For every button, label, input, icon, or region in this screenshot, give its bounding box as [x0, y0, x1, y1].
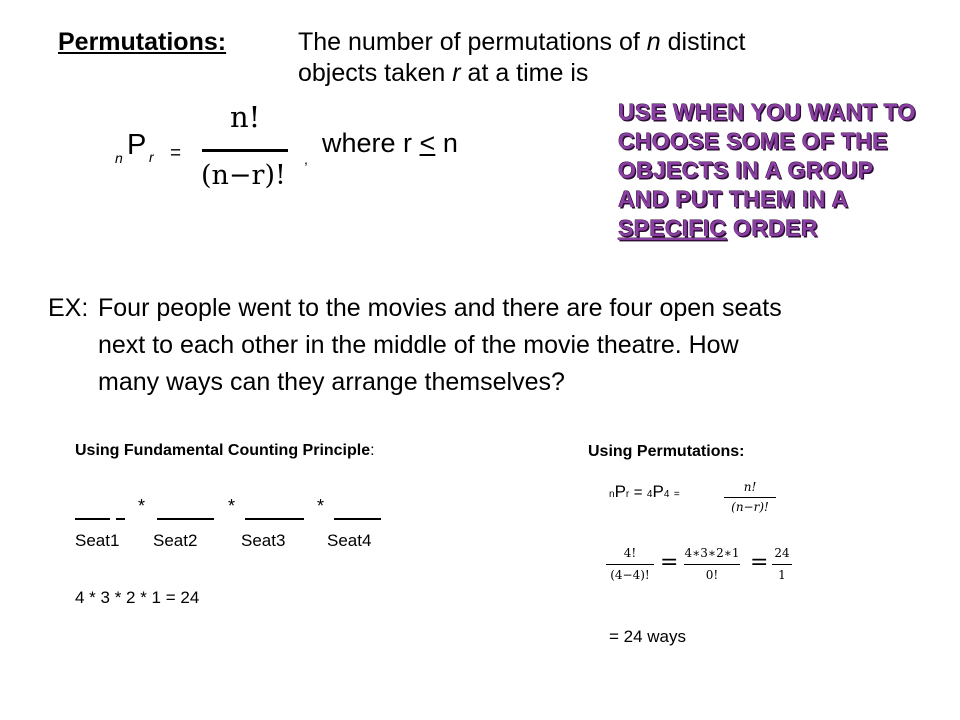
note-emphasis: SPECIFIC: [618, 215, 727, 241]
step3-bar: [772, 564, 792, 565]
formula-numerator: n!: [230, 100, 261, 134]
definition-var-r: r: [452, 59, 461, 87]
note-line: OBJECTS IN A GROUP: [618, 157, 874, 183]
perm-general-bar: [724, 497, 776, 498]
perm-equals: =: [633, 484, 643, 501]
step3-numerator: 24: [774, 546, 790, 560]
formula-denominator: (n−r)!: [201, 160, 286, 191]
fcp-calculation: 4 * 3 * 2 * 1 = 24: [75, 588, 200, 607]
perm-equals: =: [673, 489, 680, 500]
formula-equals: =: [170, 143, 182, 164]
seat-blank-1: [75, 518, 110, 520]
permutations-title: Using Permutations:: [588, 443, 745, 460]
fcp-title-colon: :: [370, 442, 375, 459]
perm-symbol: P: [614, 482, 626, 501]
usage-note: [618, 98, 916, 243]
seat-label: Seat1: [75, 531, 120, 550]
multiply-sign: *: [317, 496, 325, 516]
condition-suffix: n: [435, 128, 458, 158]
step1-denominator: (4−4)!: [610, 568, 650, 582]
example-line-2: next to each other in the middle of the movie theatre. How: [98, 331, 739, 359]
less-equal-symbol: <: [419, 128, 436, 158]
step2-denominator: 0!: [705, 568, 719, 582]
definition-text-d: at a time is: [460, 59, 589, 87]
step-equals: =: [660, 550, 679, 575]
note-line: [618, 214, 916, 243]
definition-line-1: [298, 28, 745, 57]
fcp-title-text: Using Fundamental Counting Principle: [75, 442, 371, 459]
seat-blank-2: [157, 518, 214, 520]
condition-prefix: where r: [322, 128, 420, 158]
note-line: USE WHEN YOU WANT TO: [618, 99, 916, 125]
definition-var-n: n: [646, 28, 661, 56]
perm-sub-4: 4: [663, 489, 670, 500]
definition-text-c: objects taken: [298, 59, 453, 87]
seat-blank-4: [334, 518, 381, 520]
step2-numerator: 4∗3∗2∗1: [684, 546, 740, 560]
perm-sub-4: 4: [646, 489, 653, 500]
formula-symbol-p: P: [127, 129, 147, 161]
step1-numerator: 4!: [623, 546, 637, 560]
example-line-3: many ways can they arrange themselves?: [98, 368, 565, 396]
perm-general-denominator: (n−r)!: [731, 500, 769, 514]
seat-blank-3: [245, 518, 304, 520]
formula-comma: ,: [304, 151, 308, 167]
multiply-sign: *: [228, 496, 236, 516]
example-label: EX:: [48, 294, 89, 322]
note-tail: ORDER: [726, 215, 818, 241]
formula-subscript-n: n: [115, 150, 123, 166]
note-line: CHOOSE SOME OF THE: [618, 128, 888, 154]
step-equals: =: [750, 550, 769, 575]
formula-subscript-r: r: [149, 149, 154, 165]
page-title: Permutations:: [58, 28, 227, 56]
multiply-sign: *: [138, 496, 146, 516]
formula-fraction-bar: [202, 149, 288, 152]
perm-notation: [609, 482, 680, 502]
seat-label: Seat4: [327, 531, 372, 550]
perm-sub-n: n: [609, 489, 615, 500]
step2-bar: [684, 564, 740, 565]
definition-text-a: The number of permutations of: [298, 28, 647, 56]
step1-bar: [606, 564, 654, 565]
fcp-title: [75, 442, 375, 460]
definition-line-2: [298, 59, 588, 88]
seat-label: Seat3: [241, 531, 286, 550]
perm-symbol: P: [652, 482, 664, 501]
perm-general-numerator: n!: [743, 480, 757, 494]
definition-text-b: distinct: [660, 28, 746, 56]
perm-sub-r: r: [625, 489, 630, 500]
seat-label: Seat2: [153, 531, 198, 550]
seat-blank-1b: [116, 518, 125, 520]
step3-denominator: 1: [778, 568, 786, 582]
formula-condition: [322, 128, 458, 159]
permutation-result: = 24 ways: [609, 627, 687, 646]
note-line: AND PUT THEM IN A: [618, 186, 849, 212]
example-line-1: Four people went to the movies and there are four open seats: [98, 294, 782, 322]
